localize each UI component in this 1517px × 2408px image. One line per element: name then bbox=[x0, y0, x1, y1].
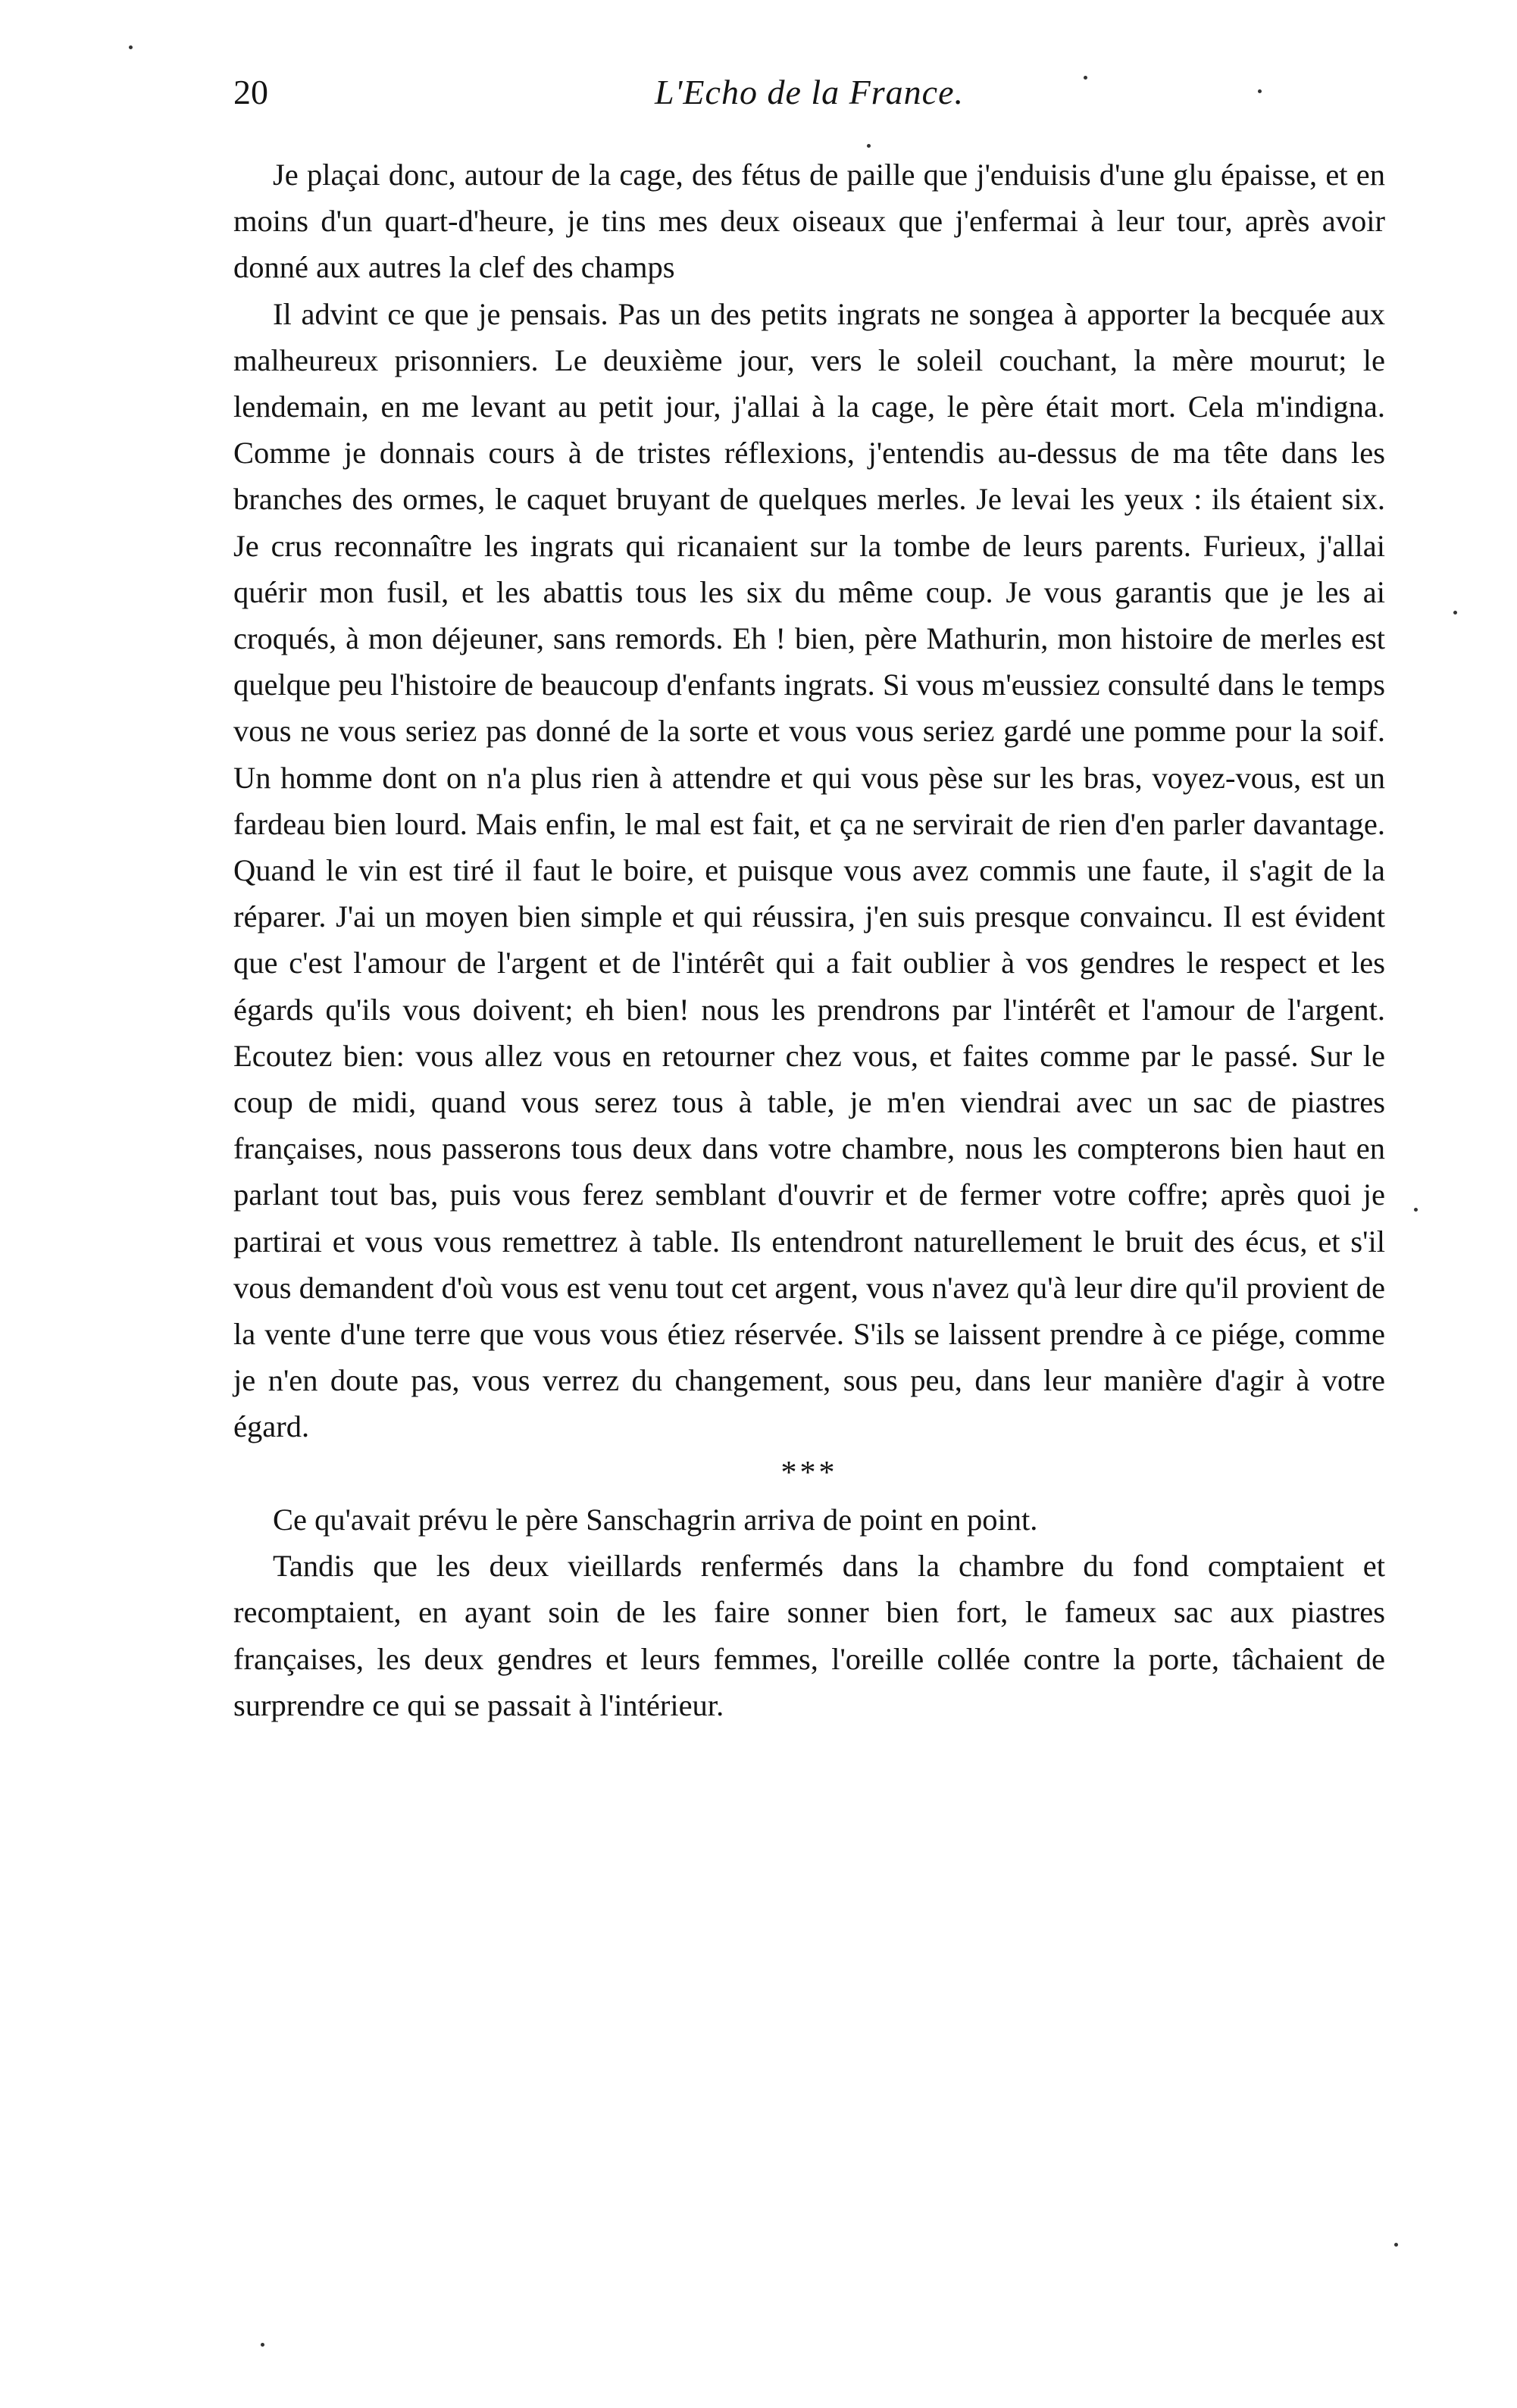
scan-speck bbox=[1084, 76, 1087, 80]
paragraph: Ce qu'avait prévu le père Sanschagrin arriva de point en point. bbox=[273, 1502, 1038, 1537]
scan-speck bbox=[1453, 611, 1457, 615]
scan-speck bbox=[867, 144, 871, 148]
paragraph: Tandis que les deux vieillards renfermés dans la chambre du fond comptaient et recomptaient, en ayant soin de les faire sonner bien fort, le fameux sac aux piastres françaises, les deux gendres et leurs femmes, l'oreille collée contre la porte, tâchaient de surprendre ce qui se passait à l'intérieur. bbox=[233, 1549, 1385, 1722]
page-number: 20 bbox=[233, 73, 268, 111]
section-separator: *** bbox=[780, 1455, 838, 1490]
body-text bbox=[233, 152, 1385, 1728]
scan-speck bbox=[1414, 1208, 1418, 1212]
scan-speck bbox=[261, 2343, 264, 2347]
scan-speck bbox=[1394, 2243, 1398, 2247]
scan-speck bbox=[1258, 89, 1262, 93]
running-title: L'Echo de la France. bbox=[655, 73, 964, 111]
page-header bbox=[233, 70, 1385, 123]
paragraph: Je plaçai donc, autour de la cage, des fétus de paille que j'enduisis d'une glu épaisse, et en moins d'un quart-d'heure, je tins mes deux oiseaux que j'enfermai à leur tour, après avoir donné aux autres la clef des champs bbox=[233, 158, 1385, 285]
paragraph: Il advint ce que je pensais. Pas un des petits ingrats ne songea à apporter la becquée aux malheureux prisonniers. Le deuxième jour, vers le soleil couchant, la mère mourut; le lendemain, en me levant au petit jour, j'allai à la cage, le père était mort. Cela m'indigna. Comme je donnais cours à de tristes réflexions, j'entendis au-dessus de ma tête dans les branches des ormes, le caquet bruyant de quelques merles. Je levai les yeux : ils étaient six. Je crus reconnaître les ingrats qui ricanaient sur la tombe de leurs parents. Furieux, j'allai quérir mon fusil, et les abattis tous les six du même coup. Je vous garantis que je les ai croqués, à mon déjeuner, sans remords. Eh ! bien, père Mathurin, mon histoire de merles est quelque peu l'histoire de beaucoup d'enfants ingrats. Si vous m'eussiez consulté dans le temps vous ne vous seriez pas donné de la sorte et vous vous seriez gardé une pomme pour la soif. Un homme dont on n'a plus rien à attendre et qui vous pèse sur les bras, voyez-vous, est un fardeau bien lourd. Mais enfin, le mal est fait, et ça ne servirait de rien d'en parler davantage. Quand le vin est tiré il faut le boire, et puisque vous avez commis une faute, il s'agit de la réparer. J'ai un moyen bien simple et qui réussira, j'en suis presque convaincu. Il est évident que c'est l'amour de l'argent et de l'intérêt qui a fait oublier à vos gendres le respect et les égards qu'ils vous doivent; eh bien! nous les prendrons par l'intérêt et l'amour de l'argent. Ecoutez bien: vous allez vous en retourner chez vous, et faites comme par le passé. Sur le coup de midi, quand vous serez tous à table, je m'en viendrai avec un sac de piastres françaises, nous passerons tous deux dans votre chambre, nous les compterons bien haut en parlant tout bas, puis vous ferez semblant d'ouvrir et de fermer votre coffre; après quoi je partirai et vous vous remettrez à table. Ils entendront naturellement le bruit des écus, et s'il vous demandent d'où vous est venu tout cet argent, vous n'avez qu'à leur dire qu'il provient de la vente d'une terre que vous vous étiez réservée. S'ils se laissent prendre à ce piége, comme je n'en doute pas, vous verrez du changement, sous peu, dans leur manière d'agir à votre égard. bbox=[233, 296, 1385, 1444]
scan-speck bbox=[129, 45, 133, 49]
